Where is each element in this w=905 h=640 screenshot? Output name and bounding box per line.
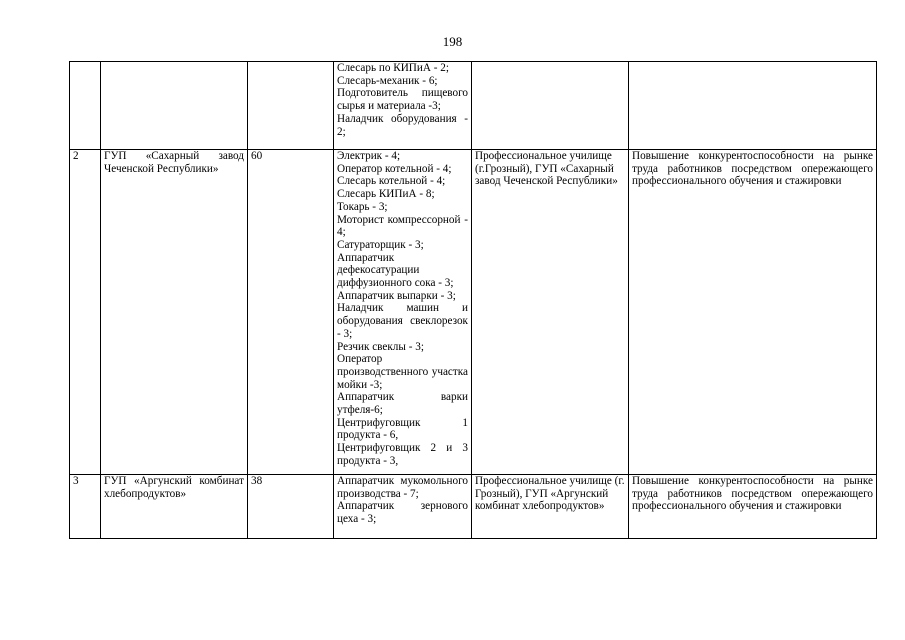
- goal-cell: [629, 62, 877, 150]
- row-number-cell: [70, 62, 101, 150]
- profession-item: Наладчик машин и оборудования свеклорезок - 3;: [337, 302, 468, 340]
- profession-item: Слесарь котельной - 4;: [337, 175, 446, 188]
- count-cell: 60: [248, 150, 334, 475]
- profession-item: Резчик свеклы - 3;: [337, 340, 424, 353]
- table-row: [70, 150, 877, 475]
- table-row: [70, 62, 877, 150]
- profession-item: Слесарь-механик - 6;: [337, 74, 438, 87]
- profession-item: Наладчик оборудования - 2;: [337, 112, 468, 138]
- professions-cell: [334, 475, 472, 539]
- goal-cell: Повышение конкурентоспособности на рынке труда работников посредством опережающего профессионального обучения и стажировки: [629, 150, 877, 475]
- institution-cell: [472, 62, 629, 150]
- profession-item: Слесарь по КИПиА - 2;: [337, 62, 449, 74]
- profession-item: Аппаратчик зернового цеха - 3;: [337, 500, 468, 526]
- profession-item: Центрифуговщик 2 и 3 продукта - 3,: [337, 442, 468, 467]
- count-cell: 38: [248, 475, 334, 539]
- page-number: 198: [442, 34, 463, 49]
- profession-item: Сатураторщик - 3;: [337, 238, 424, 251]
- profession-item: Моторист компрессорной - 4;: [337, 213, 468, 239]
- profession-item: Электрик - 4;: [337, 150, 401, 162]
- profession-item: Слесарь КИПиА - 8;: [337, 188, 435, 201]
- organization-cell: [101, 62, 248, 150]
- profession-item: Аппаратчик дефекосатурации диффузионного сока - 3;: [337, 251, 454, 290]
- row-number-cell: 2: [70, 150, 101, 475]
- row-number-cell: 3: [70, 475, 101, 539]
- profession-item: Подготовитель пищевого сырья и материала -3;: [337, 87, 468, 113]
- profession-item: Оператор котельной - 4;: [337, 162, 452, 175]
- count-cell: [248, 62, 334, 150]
- profession-item: Аппаратчик варки утфеля-6;: [337, 391, 468, 417]
- professions-cell: [334, 150, 472, 475]
- profession-item: Аппаратчик мукомольного производства - 7;: [337, 475, 468, 500]
- profession-item: Оператор производственного участка мойки -3;: [337, 353, 468, 391]
- institution-cell: Профессиональное училище (г. Грозный), ГУП «Аргунский комбинат хлебопродуктов»: [472, 475, 629, 539]
- organization-cell: ГУП «Сахарный завод Чеченской Республики»: [101, 150, 248, 475]
- institution-cell: Профессиональное училище (г.Грозный), ГУП «Сахарный завод Чеченской Республики»: [472, 150, 629, 475]
- programs-table: [69, 61, 877, 539]
- profession-item: Токарь - 3;: [337, 200, 388, 213]
- goal-cell: Повышение конкурентоспособности на рынке труда работников посредством опережающего профессионального обучения и стажировки: [629, 475, 877, 539]
- profession-item: Аппаратчик выпарки - 3;: [337, 289, 456, 302]
- professions-cell: [334, 62, 472, 150]
- table-row: [70, 475, 877, 539]
- profession-item: Центрифуговщик 1 продукта - 6,: [337, 416, 468, 442]
- organization-cell: ГУП «Аргунский комбинат хлебопродуктов»: [101, 475, 248, 539]
